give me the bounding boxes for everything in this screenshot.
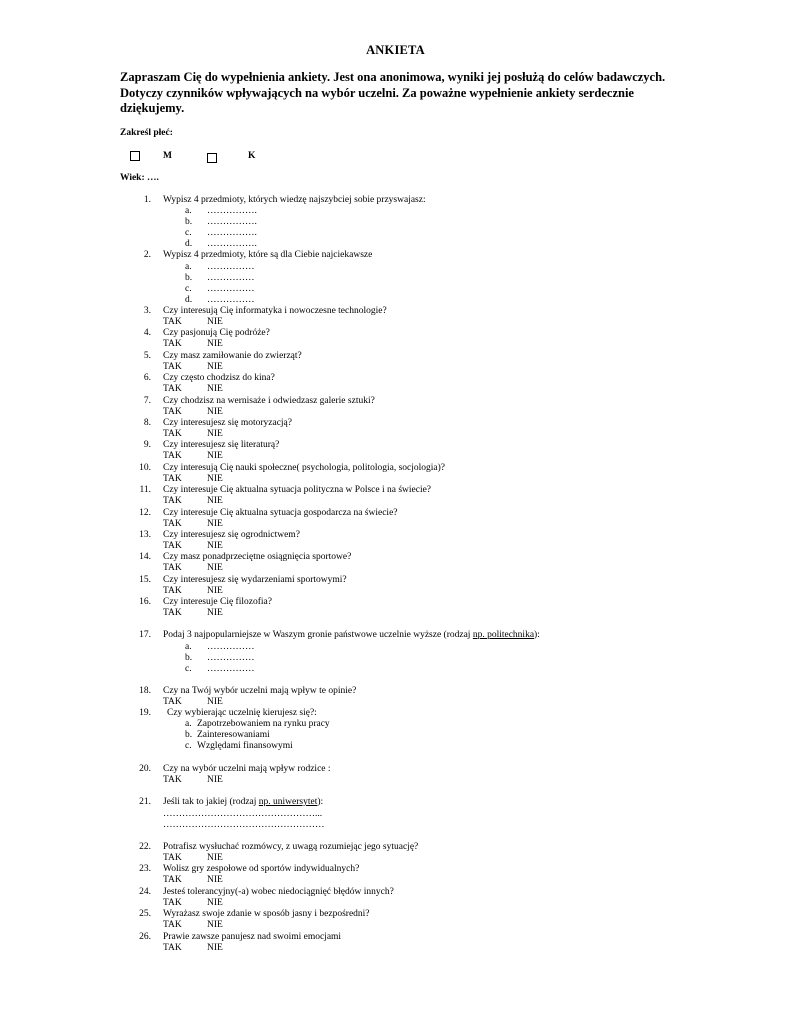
- answer-no[interactable]: NIE: [207, 608, 223, 619]
- answer-yes[interactable]: TAK: [163, 875, 182, 886]
- answer-no[interactable]: NIE: [207, 429, 223, 439]
- answer-line[interactable]: [185, 273, 255, 284]
- option-text: Względami finansowymi: [197, 741, 293, 751]
- yes-no-answers: [163, 697, 223, 708]
- question-text: Czy interesujesz się ogrodnictwem?: [163, 530, 300, 540]
- answer-blank: ……………: [207, 262, 255, 272]
- answer-no[interactable]: NIE: [207, 473, 223, 484]
- answer-line[interactable]: [185, 228, 257, 239]
- option-line[interactable]: [185, 730, 270, 741]
- answer-letter: a.: [185, 642, 192, 652]
- answer-blank: ……………: [207, 653, 255, 663]
- answer-no[interactable]: NIE: [207, 496, 223, 507]
- question-text-part: Podaj 3 najpopularniejsze w Waszym gronie państwowe uczelnie wyższe (rodzaj: [163, 630, 473, 640]
- question-text: Czy na wybór uczelni mają wpływ rodzice :: [163, 764, 331, 774]
- answer-yes[interactable]: TAK: [163, 608, 182, 619]
- yes-no-answers: [163, 519, 223, 530]
- question-number: 6.: [143, 373, 151, 384]
- answer-line[interactable]: [185, 217, 257, 228]
- answer-yes[interactable]: TAK: [163, 384, 182, 395]
- yes-no-answers: [163, 407, 223, 418]
- yes-no-answers: [163, 563, 223, 574]
- age-label: Wiek: ….: [120, 173, 159, 183]
- sex-k-label: K: [248, 151, 256, 161]
- yes-no-answers: [163, 339, 223, 350]
- answer-letter: b.: [185, 217, 193, 227]
- survey-title: ANKIETA: [366, 43, 425, 57]
- answer-no[interactable]: NIE: [207, 897, 223, 908]
- option-text: Zapotrzebowaniem na rynku pracy: [197, 719, 330, 729]
- answer-yes[interactable]: TAK: [163, 473, 182, 484]
- question-number: 9.: [143, 440, 151, 451]
- question-text: Czy masz ponadprzeciętne osiągnięcia sportowe?: [163, 552, 352, 563]
- answer-letter: c.: [185, 228, 192, 238]
- answer-no[interactable]: NIE: [207, 775, 223, 785]
- answer-no[interactable]: NIE: [207, 384, 223, 395]
- answer-letter: a.: [185, 206, 192, 216]
- answer-no[interactable]: NIE: [207, 317, 223, 327]
- answer-letter: b.: [185, 653, 193, 663]
- answer-blank: …………….: [207, 239, 257, 249]
- question-number: 19.: [139, 708, 151, 718]
- answer-line[interactable]: [185, 642, 255, 653]
- answer-yes[interactable]: TAK: [163, 406, 182, 417]
- answer-no[interactable]: NIE: [207, 541, 223, 551]
- question-text: Wypisz 4 przedmioty, których wiedzę najszybciej sobie przyswajasz:: [163, 195, 426, 205]
- answer-letter: d.: [185, 295, 193, 305]
- option-letter: a.: [185, 719, 192, 729]
- option-letter: c.: [185, 741, 192, 751]
- question-text: Wolisz gry zespołowe od sportów indywidualnych?: [163, 864, 360, 875]
- answer-dotted-line[interactable]: …………………………………………...: [163, 809, 323, 819]
- option-line[interactable]: [185, 719, 330, 730]
- question-text: Czy na Twój wybór uczelni mają wpływ te opinie?: [163, 686, 357, 696]
- answer-blank: ……………: [207, 295, 255, 305]
- yes-no-answers: [163, 586, 223, 597]
- question-number: 14.: [139, 552, 151, 563]
- answer-line[interactable]: [185, 295, 255, 306]
- sex-k-checkbox[interactable]: [207, 153, 217, 163]
- question-text: Czy interesują Cię nauki społeczne( psychologia, politologia, socjologia)?: [163, 462, 446, 473]
- answer-no[interactable]: NIE: [207, 451, 223, 462]
- question-text: Czy interesuje Cię aktualna sytuacja gospodarcza na świecie?: [163, 507, 398, 518]
- question-text: Czy masz zamiłowanie do zwierząt?: [163, 350, 302, 361]
- yes-no-answers: [163, 362, 223, 373]
- answer-yes[interactable]: TAK: [163, 897, 182, 908]
- answer-yes[interactable]: TAK: [163, 317, 182, 327]
- question-number: 20.: [139, 764, 151, 774]
- question-text: [163, 630, 540, 641]
- question-number: 18.: [139, 686, 151, 696]
- question-text: Czy wybierając uczelnię kierujesz się?:: [167, 708, 317, 718]
- yes-no-answers: [163, 429, 223, 440]
- answer-line[interactable]: [185, 653, 255, 664]
- answer-blank: …………….: [207, 217, 257, 227]
- question-number: 11.: [139, 485, 151, 496]
- answer-yes[interactable]: TAK: [163, 429, 182, 439]
- question-text: Czy często chodzisz do kina?: [163, 373, 275, 384]
- question-text-part: Jeśli tak to jakiej (rodzaj: [163, 797, 259, 807]
- answer-yes[interactable]: TAK: [163, 361, 182, 372]
- answer-yes[interactable]: TAK: [163, 451, 182, 462]
- answer-no[interactable]: NIE: [207, 920, 223, 931]
- question-number: 7.: [143, 395, 151, 406]
- question-text-part: ):: [317, 797, 324, 807]
- answer-letter: a.: [185, 262, 192, 272]
- answer-yes[interactable]: TAK: [163, 496, 182, 507]
- question-text: Potrafisz wysłuchać rozmówcy, z uwagą rozumiejąc jego sytuację?: [163, 842, 419, 852]
- answer-letter: b.: [185, 273, 193, 283]
- question-number: 8.: [143, 418, 151, 428]
- yes-no-answers: [163, 317, 223, 328]
- yes-no-answers: [163, 541, 223, 552]
- answer-no[interactable]: NIE: [207, 697, 223, 707]
- yes-no-answers: [163, 943, 223, 954]
- question-text-part: ):: [534, 630, 540, 640]
- answer-yes[interactable]: TAK: [163, 518, 182, 529]
- answer-yes[interactable]: TAK: [163, 563, 182, 574]
- question-number: 10.: [139, 462, 151, 473]
- question-text: Wyrażasz swoje zdanie w sposób jasny i bezpośredni?: [163, 909, 370, 920]
- answer-letter: c.: [185, 284, 192, 294]
- answer-line[interactable]: [185, 239, 257, 250]
- option-line[interactable]: [185, 741, 293, 752]
- yes-no-answers: [163, 875, 223, 886]
- yes-no-answers: [163, 496, 223, 507]
- answer-blank: ……………: [207, 273, 255, 283]
- question-number: 22.: [139, 842, 151, 852]
- yes-no-answers: [163, 898, 223, 909]
- answer-dotted-line[interactable]: ……………………………………………: [163, 820, 325, 830]
- question-number: 1.: [143, 195, 151, 205]
- yes-no-answers: [163, 608, 223, 619]
- question-number: 5.: [143, 350, 151, 361]
- answer-yes[interactable]: TAK: [163, 697, 182, 707]
- question-text-underlined: np. politechnika: [472, 630, 535, 640]
- question-number: 3.: [143, 306, 151, 316]
- question-number: 26.: [139, 931, 151, 942]
- question-text: Czy interesujesz się motoryzacją?: [163, 418, 292, 428]
- answer-yes[interactable]: TAK: [163, 942, 182, 953]
- answer-letter: c.: [185, 664, 192, 674]
- yes-no-answers: [163, 920, 223, 931]
- question-text: [163, 797, 323, 808]
- question-number: 12.: [139, 507, 151, 518]
- sex-m-label: M: [163, 151, 172, 161]
- question-text: Czy interesują Cię informatyka i nowoczesne technologie?: [163, 306, 387, 316]
- question-number: 23.: [139, 864, 151, 875]
- answer-blank: …………….: [207, 228, 257, 238]
- answer-line[interactable]: [185, 284, 255, 295]
- question-text: Czy chodzisz na wernisaże i odwiedzasz galerie sztuki?: [163, 395, 375, 406]
- option-text: Zainteresowaniami: [197, 730, 270, 740]
- question-number: 15.: [139, 574, 151, 585]
- yes-no-answers: [163, 775, 223, 786]
- option-letter: b.: [185, 730, 193, 740]
- answer-no[interactable]: NIE: [207, 875, 223, 886]
- answer-letter: d.: [185, 239, 193, 249]
- question-text: Czy interesuje Cię filozofia?: [163, 597, 272, 608]
- answer-yes[interactable]: TAK: [163, 920, 182, 931]
- question-number: 16.: [139, 597, 151, 608]
- answer-no[interactable]: NIE: [207, 853, 223, 863]
- answer-blank: ……………: [207, 664, 255, 674]
- question-text: Czy interesujesz się wydarzeniami sportowymi?: [163, 574, 347, 585]
- answer-no[interactable]: NIE: [207, 585, 223, 596]
- sex-m-checkbox[interactable]: [130, 151, 140, 161]
- question-text: Czy pasjonują Cię podróże?: [163, 328, 270, 339]
- answer-no[interactable]: NIE: [207, 361, 223, 372]
- survey-intro: Zapraszam Cię do wypełnienia ankiety. Jest ona anonimowa, wyniki jej posłużą do celów badawczych. Dotyczy czynników wpływających na wybór uczelni. Za poważne wypełnienie ankiety serdecznie dziękujemy.: [120, 70, 666, 115]
- answer-line[interactable]: [185, 206, 257, 217]
- question-number: 2.: [143, 250, 151, 260]
- answer-yes[interactable]: TAK: [163, 339, 182, 350]
- answer-line[interactable]: [185, 664, 255, 675]
- answer-no[interactable]: NIE: [207, 406, 223, 417]
- answer-no[interactable]: NIE: [207, 339, 223, 350]
- question-text-underlined: np. uniwersytet: [258, 797, 318, 807]
- yes-no-answers: [163, 853, 223, 864]
- question-text: Wypisz 4 przedmioty, które są dla Ciebie najciekawsze: [163, 250, 373, 260]
- answer-blank: ……………: [207, 284, 255, 294]
- question-number: 4.: [143, 328, 151, 339]
- question-number: 25.: [139, 909, 151, 920]
- answer-no[interactable]: NIE: [207, 942, 223, 953]
- answer-blank: ……………: [207, 642, 255, 652]
- question-text: Prawie zawsze panujesz nad swoimi emocjami: [163, 931, 342, 942]
- answer-yes[interactable]: TAK: [163, 853, 182, 863]
- answer-yes[interactable]: TAK: [163, 541, 182, 551]
- answer-yes[interactable]: TAK: [163, 585, 182, 596]
- question-number: 21.: [139, 797, 151, 807]
- answer-no[interactable]: NIE: [207, 563, 223, 574]
- question-text: Czy interesuje Cię aktualna sytuacja polityczna w Polsce i na świecie?: [163, 485, 432, 496]
- question-number: 24.: [139, 886, 151, 897]
- yes-no-answers: [163, 451, 223, 462]
- yes-no-answers: [163, 474, 223, 485]
- answer-yes[interactable]: TAK: [163, 775, 182, 785]
- sex-label: Zakreśl płeć:: [120, 128, 173, 138]
- answer-line[interactable]: [185, 262, 255, 273]
- question-text: Czy interesujesz się literaturą?: [163, 440, 280, 451]
- question-number: 13.: [139, 530, 151, 540]
- yes-no-answers: [163, 384, 223, 395]
- question-number: 17.: [139, 630, 151, 640]
- answer-blank: …………….: [207, 206, 257, 216]
- question-text: Jesteś tolerancyjny(-a) wobec niedociągnięć błędów innych?: [163, 886, 394, 897]
- answer-no[interactable]: NIE: [207, 518, 223, 529]
